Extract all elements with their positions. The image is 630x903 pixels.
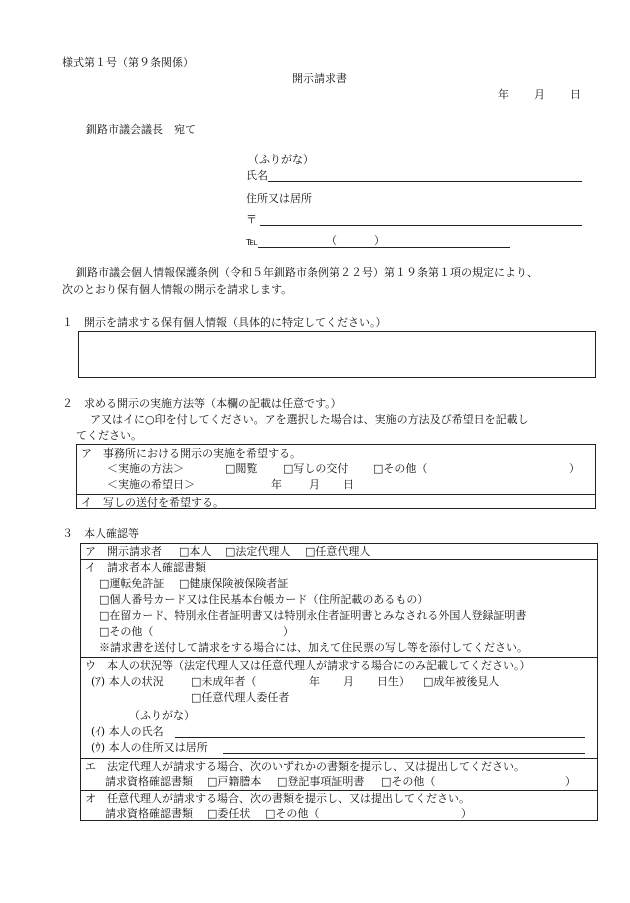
applicant-address-field[interactable] [260, 212, 582, 226]
method-view-checkbox[interactable]: □閲覧 [225, 462, 258, 475]
principal-name-field[interactable] [175, 724, 585, 738]
desired-year-label: 年 [271, 478, 282, 491]
intro-line-1: 釧路市議会個人情報保護条例（令和５年釧路市条例第２２号）第１９条第１項の規定により、 [76, 266, 538, 279]
section2-table [76, 444, 596, 509]
section1-info-field[interactable] [78, 331, 596, 378]
voluntary-rep-other-checkbox[interactable]: □その他（ [265, 807, 320, 820]
legal-rep-docs-heading: エ 法定代理人が請求する場合、次のいずれかの書類を提示し、又は提出してください。 [85, 760, 525, 773]
id-other-close: ） [283, 625, 294, 638]
requester-self-checkbox[interactable]: □本人 [179, 545, 212, 558]
legal-rep-other-checkbox[interactable]: □その他（ [381, 775, 436, 788]
principal-address-label: (ｳ) 本人の住所又は居所 [91, 741, 208, 754]
method-copy-checkbox[interactable]: □写しの交付 [283, 462, 349, 475]
requester-label: ア 開示請求者 [85, 545, 162, 558]
desired-day-label: 日 [343, 478, 354, 491]
tel-paren-close: ） [374, 234, 385, 247]
registry-cert-checkbox[interactable]: □登記事項証明書 [277, 775, 365, 788]
date-year-label: 年 [498, 88, 509, 101]
principal-status-heading: ウ 本人の状況等（法定代理人又は任意代理人が請求する場合にのみ記載してください。） [85, 659, 531, 672]
section3-table [80, 543, 598, 821]
desired-month-label: 月 [309, 478, 320, 491]
voluntary-rep-other-close: ） [461, 807, 472, 820]
addressee: 釧路市議会議長 宛て [86, 123, 196, 136]
method-other-checkbox[interactable]: □その他（ [373, 462, 428, 475]
section2-note-line-1: ア又はイに○印を付してください。アを選択した場合は、実施の方法及び希望日を記載し [90, 413, 529, 426]
applicant-name-label: 氏名 [246, 169, 268, 182]
tel-label: ℡ [246, 235, 258, 248]
section2-divider [77, 494, 595, 495]
residence-card-checkbox[interactable]: □在留カード、特別永住者証明書又は特別永住者証明書とみなされる外国人登録証明書 [99, 609, 527, 622]
adult-guardian-checkbox[interactable]: □成年被後見人 [423, 675, 500, 688]
minor-year-label: 年 [309, 675, 320, 688]
section3-heading: ３ 本人確認等 [62, 527, 139, 540]
postal-mark: 〒 [246, 213, 257, 226]
row-divider-i [81, 657, 597, 658]
method-other-close: ） [569, 462, 580, 475]
date-label: ＜実施の希望日＞ [107, 478, 195, 491]
principal-name-label: (ｲ) 本人の氏名 [91, 725, 164, 738]
applicant-furigana-label: （ふりがな） [248, 153, 314, 166]
section2-heading: ２ 求める開示の実施方法等（本欄の記載は任意です。） [62, 397, 342, 410]
applicant-name-field[interactable] [268, 168, 582, 182]
option-a-office[interactable]: ア 事務所における開示の実施を希望する。 [81, 447, 301, 460]
voluntary-rep-docs-label: 請求資格確認書類 [105, 807, 193, 820]
voluntary-rep-docs-heading: オ 任意代理人が請求する場合、次の書類を提示し、又は提出してください。 [85, 792, 470, 805]
principal-furigana-label: （ふりがな） [129, 709, 195, 722]
legal-rep-docs-label: 請求資格確認書類 [105, 775, 193, 788]
requester-legal-rep-checkbox[interactable]: □法定代理人 [225, 545, 291, 558]
minor-checkbox[interactable]: □未成年者（ [191, 675, 257, 688]
row-divider-u [81, 758, 597, 759]
health-insurance-checkbox[interactable]: □健康保険被保険者証 [179, 577, 289, 590]
form-number: 様式第１号（第９条関係） [62, 56, 194, 69]
intro-line-2: 次のとおり保有個人情報の開示を請求します。 [62, 283, 293, 296]
id-docs-note: ※請求書を送付して請求をする場合には、加えて住民票の写し等を添付してください。 [99, 641, 528, 654]
page-title: 開示請求書 [292, 72, 347, 85]
tel-paren-open: （ [326, 234, 337, 247]
row-divider-a [81, 559, 597, 560]
drivers-license-checkbox[interactable]: □運転免許証 [99, 577, 165, 590]
power-of-attorney-checkbox[interactable]: □委任状 [207, 807, 251, 820]
method-label: ＜実施の方法＞ [107, 462, 184, 475]
date-day-label: 日 [570, 88, 581, 101]
date-month-label: 月 [534, 88, 545, 101]
my-number-card-checkbox[interactable]: □個人番号カード又は住民基本台帳カード（住所記載のあるもの） [99, 593, 429, 606]
row-divider-e [81, 790, 597, 791]
legal-rep-other-close: ） [565, 775, 576, 788]
section1-heading: １ 開示を請求する保有個人情報（具体的に特定してください。） [62, 316, 387, 329]
id-other-checkbox[interactable]: □その他（ [99, 625, 154, 638]
family-register-checkbox[interactable]: □戸籍謄本 [207, 775, 262, 788]
voluntary-principal-checkbox[interactable]: □任意代理人委任者 [191, 691, 290, 704]
principal-status-label: (ｱ) 本人の状況 [91, 675, 164, 688]
id-docs-heading: イ 請求者本人確認書類 [85, 561, 206, 574]
option-b-mail[interactable]: イ 写しの送付を希望する。 [81, 496, 224, 509]
requester-voluntary-rep-checkbox[interactable]: □任意代理人 [305, 545, 371, 558]
section2-note-line-2: てください。 [76, 429, 142, 442]
minor-month-label: 月 [343, 675, 354, 688]
minor-birth-label: 日生） [377, 675, 410, 688]
principal-address-field[interactable] [223, 740, 585, 754]
applicant-address-label: 住所又は居所 [246, 192, 312, 205]
